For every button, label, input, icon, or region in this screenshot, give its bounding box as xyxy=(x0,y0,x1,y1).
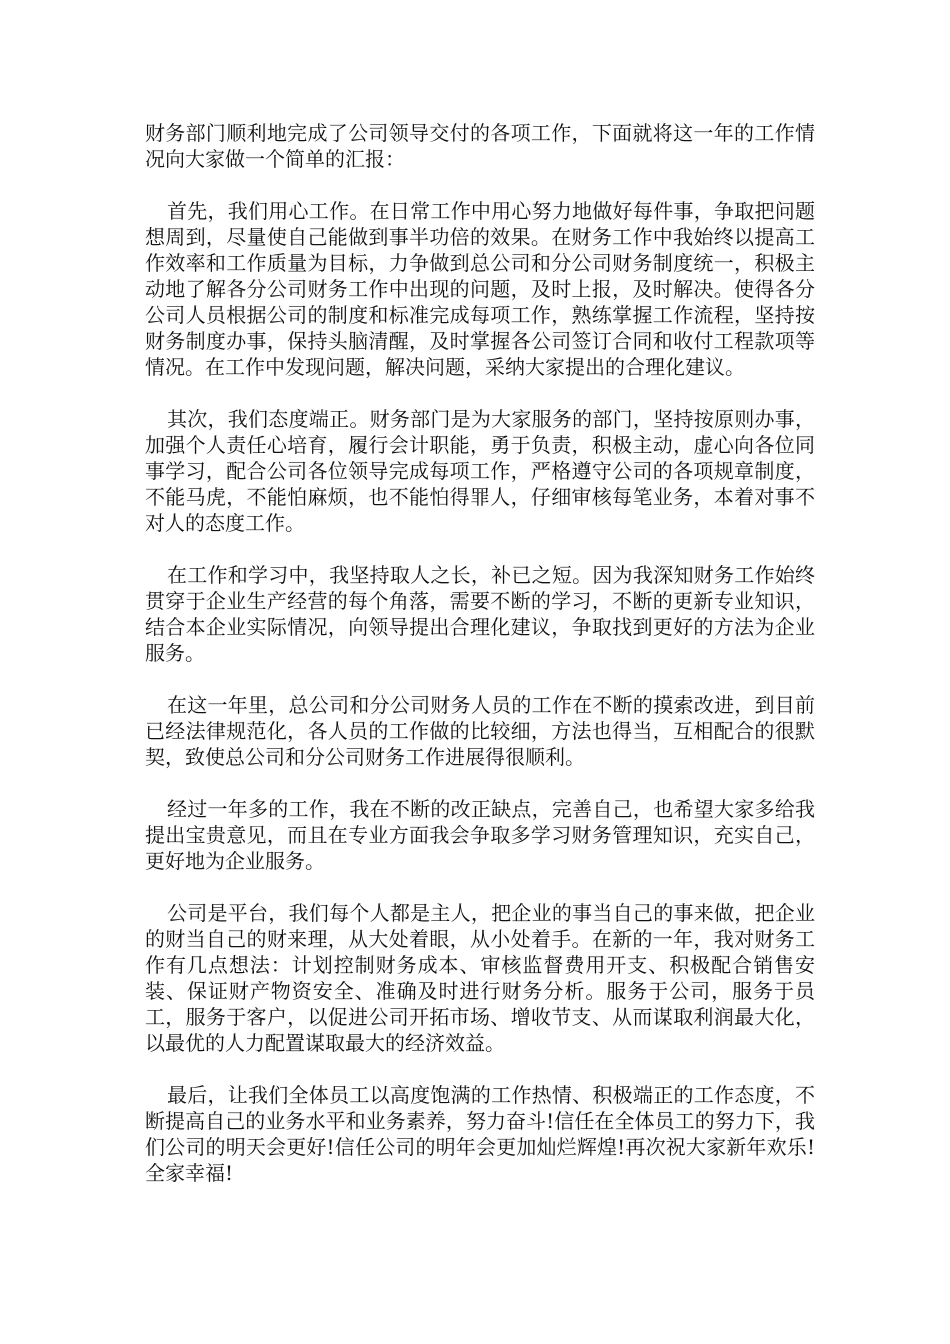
paragraph-improvement: 经过一年多的工作，我在不断的改正缺点，完善自己，也希望大家多给我提出宝贵意见，而且在专业方面我会争取多学习财务管理知识，充实自己，更好地为企业服务。 xyxy=(145,797,815,873)
paragraph-intro: 财务部门顺利地完成了公司领导交付的各项工作，下面就将这一年的工作情况向大家做一个简单的汇报： xyxy=(145,121,815,171)
paragraph-plans: 公司是平台，我们每个人都是主人，把企业的事当自己的事来做，把企业的财当自己的财来理，从大处着眼，从小处着手。在新的一年，我对财务工作有几点想法：计划控制财务成本、审核监督费用开支、积极配合销售安装、保证财产物资安全、准确及时进行财务分析。服务于公司，服务于员工，服务于客户，以促进公司开拓市场、增收节支、从而谋取利润最大化，以最优的人力配置谋取最大的经济效益。 xyxy=(145,901,815,1055)
paragraph-learning: 在工作和学习中，我坚持取人之长，补已之短。因为我深知财务工作始终贯穿于企业生产经营的每个角落，需要不断的学习，不断的更新专业知识，结合本企业实际情况，向领导提出合理化建议，争取找到更好的方法为企业服务。 xyxy=(145,563,815,665)
paragraph-second: 其次，我们态度端正。财务部门是为大家服务的部门，坚持按原则办事，加强个人责任心培育，履行会计职能，勇于负责，积极主动，虚心向各位同事学习，配合公司各位领导完成每项工作，严格遵守公司的各项规章制度，不能马虎，不能怕麻烦，也不能怕得罪人，仔细审核每笔业务，本着对事不对人的态度工作。 xyxy=(145,407,815,535)
paragraph-closing: 最后，让我们全体员工以高度饱满的工作热情、积极端正的工作态度，不断提高自己的业务水平和业务素养，努力奋斗!信任在全体员工的努力下，我们公司的明天会更好!信任公司的明年会更加灿烂辉煌!再次祝大家新年欢乐!全家幸福! xyxy=(145,1083,815,1185)
paragraph-year-review: 在这一年里，总公司和分公司财务人员的工作在不断的摸索改进，到目前已经法律规范化，各人员的工作做的比较细，方法也得当，互相配合的很默契，致使总公司和分公司财务工作进展得很顺利。 xyxy=(145,693,815,769)
document-body xyxy=(145,120,815,1212)
paragraph-first: 首先，我们用心工作。在日常工作中用心努力地做好每件事，争取把问题想周到，尽量使自己能做到事半功倍的效果。在财务工作中我始终以提高工作效率和工作质量为目标，力争做到总公司和分公司财务制度统一，积极主动地了解各分公司财务工作中出现的问题，及时上报，及时解决。使得各分公司人员根据公司的制度和标准完成每项工作，熟练掌握工作流程，坚持按财务制度办事，保持头脑清醒，及时掌握各公司签订合同和收付工程款项等情况。在工作中发现问题，解决问题，采纳大家提出的合理化建议。 xyxy=(145,199,815,379)
